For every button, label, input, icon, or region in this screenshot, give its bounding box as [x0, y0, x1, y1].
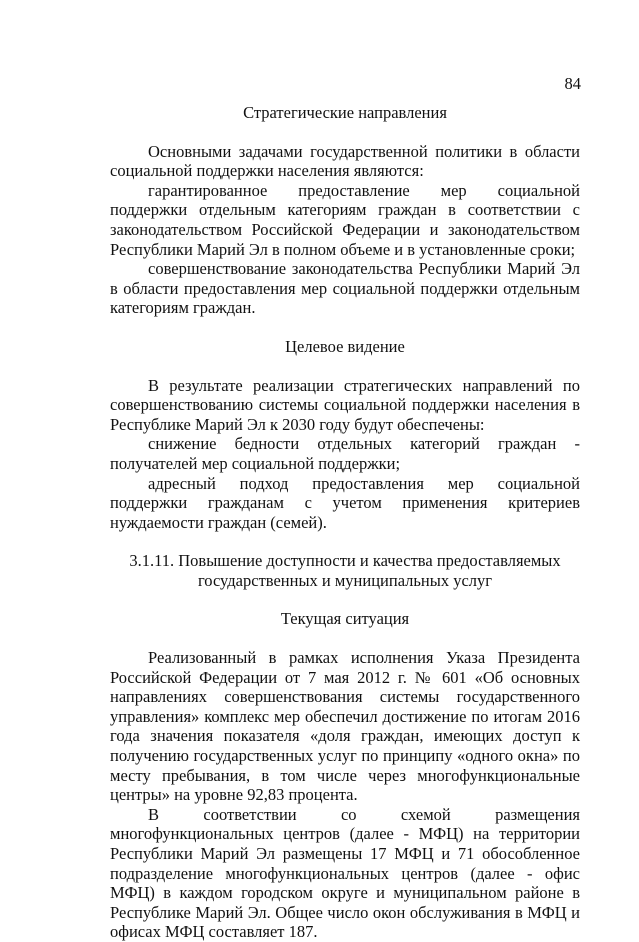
page-number: 84 [564, 74, 581, 93]
paragraph-vision-item-1: снижение бедности отдельных категорий граждан - получателей мер социальной поддержки; [110, 434, 580, 473]
paragraph-strategic-item-2: совершенствование законодательства Республики Марий Эл в области предоставления мер социальной поддержки отдельным категориям граждан. [110, 259, 580, 318]
subsection-heading-line-1: 3.1.11. Повышение доступности и качества предоставляемых [129, 551, 561, 571]
document-body [110, 103, 580, 942]
heading-target-vision: Целевое видение [285, 336, 405, 356]
subsection-heading-line-2: государственных и муниципальных услуг [197, 570, 493, 590]
heading-current-situation: Текущая ситуация [280, 609, 410, 629]
paragraph-current-2: В соответствии со схемой размещения многофункциональных центров (далее - МФЦ) на территории Республики Марий Эл размещены 17 МФЦ и 71 обособленное подразделение многофункциональных центров (далее - офис МФЦ) в каждом городском округе и муниципальном районе в Республике Марий Эл. Общее число окон обслуживания в МФЦ и офисах МФЦ составляет 187. [110, 804, 580, 942]
paragraph-strategic-intro: Основными задачами государственной политики в области социальной поддержки населения являются: [110, 141, 580, 181]
paragraph-strategic-item-1: гарантированное предоставление мер социальной поддержки отдельным категориям граждан в соответствии с законодательством Российской Федерации и законодательством Республики Марий Эл в полном объеме и в установленные сроки; [110, 180, 580, 259]
paragraph-vision-item-2: адресный подход предоставления мер социальной поддержки гражданам с учетом применения критериев нуждаемости граждан (семей). [110, 473, 580, 532]
paragraph-vision-intro: В результате реализации стратегических направлений по совершенствованию системы социальной поддержки населения в Республике Марий Эл к 2030 году будут обеспечены: [110, 375, 580, 434]
paragraph-current-1: Реализованный в рамках исполнения Указа Президента Российской Федерации от 7 мая 2012 г. № 601 «Об основных направлениях совершенствования системы государственного управления» комплекс мер обеспечил достижение по итогам 2016 года значения показателя «доля граждан, имеющих доступ к получению государственных услуг по принципу «одного окна» по месту пребывания, в том числе через многофункциональные центры» на уровне 92,83 процента. [110, 648, 580, 805]
heading-strategic-directions: Стратегические направления [243, 103, 447, 122]
